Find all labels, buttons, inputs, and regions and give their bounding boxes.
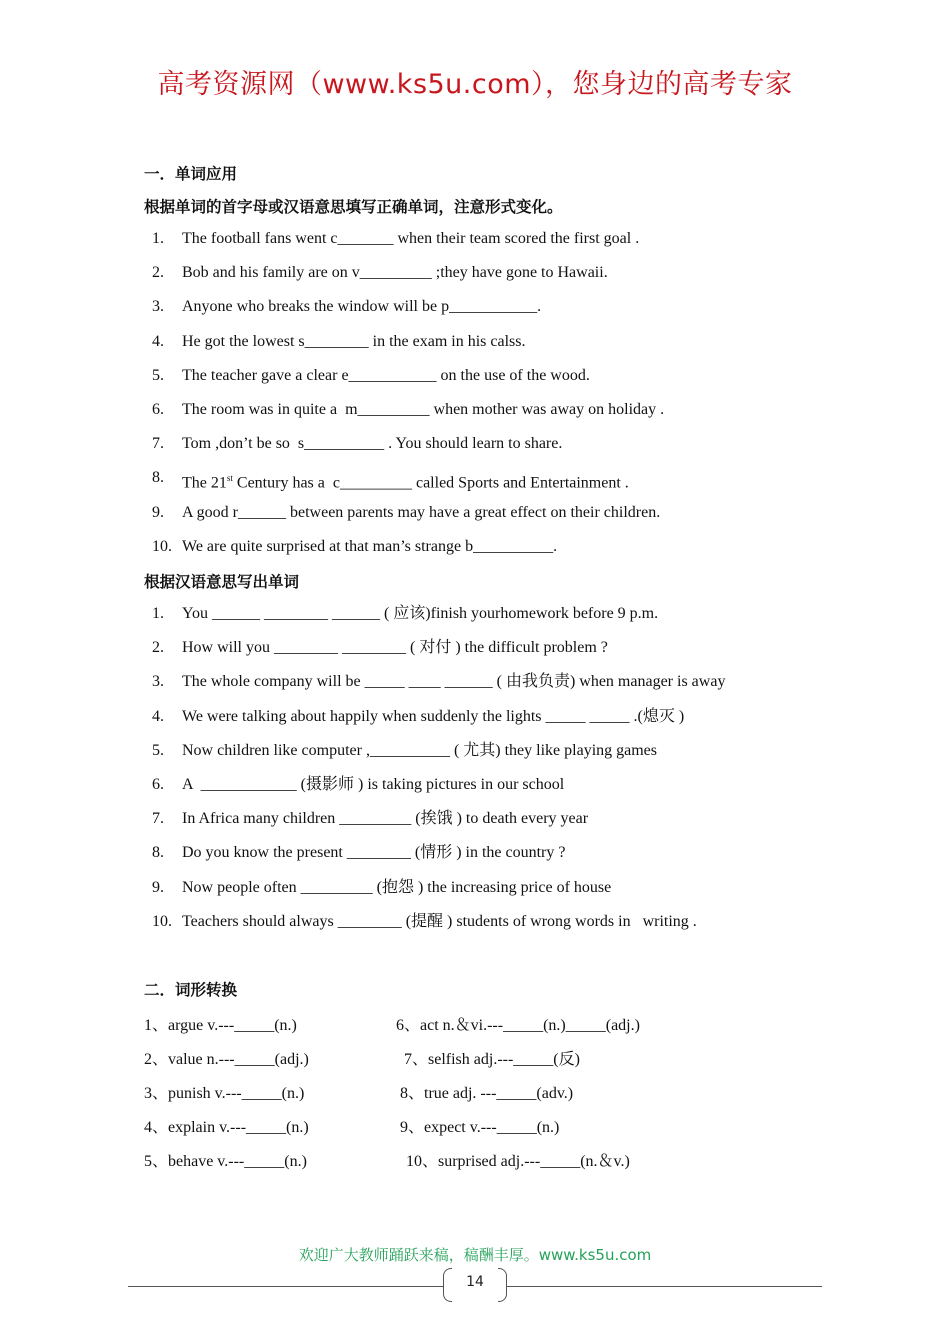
question-number: 5.: [152, 741, 164, 759]
question-row: [144, 878, 725, 912]
word-form-item: 5、behave v.---_____(n.): [144, 1153, 307, 1170]
question-row: [144, 809, 725, 843]
word-form-item: 9、expect v.---_____(n.): [400, 1119, 560, 1136]
part-b-instruction: 根据汉语意思写出单词: [144, 573, 300, 591]
question-text: [182, 468, 629, 493]
question-number: 6.: [152, 775, 164, 793]
question-number: 1.: [152, 605, 164, 622]
footer-note: 欢迎广大教师踊跃来稿，稿酬丰厚。www.ks5u.com: [298, 1246, 652, 1264]
page-number: 14: [466, 1274, 484, 1290]
question-row: [144, 604, 725, 638]
section-1-title: 一．单词应用: [144, 165, 238, 183]
question-text: A ____________ (摄影师 ) is taking pictures in our school: [182, 775, 565, 793]
question-number: 3.: [152, 298, 164, 316]
question-text: Anyone who breaks the window will be p___________.: [182, 298, 542, 316]
question-row: [144, 503, 664, 537]
word-form-item: 3、punish v.---_____(n.): [144, 1085, 305, 1102]
question-text: Do you know the present ________ (情形 ) in the country ?: [182, 844, 566, 862]
question-row: [144, 366, 664, 400]
ordinal-suffix: st: [226, 473, 233, 484]
part-a-instruction: 根据单词的首字母或汉语意思填写正确单词，注意形式变化。: [144, 198, 563, 216]
question-number: 2.: [152, 639, 164, 657]
question-number: 7.: [152, 435, 164, 453]
question-number: 4.: [152, 332, 164, 350]
question-row: [144, 434, 664, 468]
header-banner: 高考资源网（www.ks5u.com），您身边的高考专家: [157, 69, 793, 100]
question-row: [144, 332, 664, 366]
part-a-list: [144, 229, 664, 571]
question-text: You ______ ________ ______ ( 应该)finish yourhomework before 9 p.m.: [182, 605, 659, 622]
question-text: We are quite surprised at that man’s strange b__________.: [182, 537, 558, 555]
word-form-item: 1、argue v.---_____(n.): [144, 1017, 297, 1034]
question-number: 10.: [152, 912, 172, 930]
footer-divider-right: [506, 1286, 822, 1287]
question-text: Bob and his family are on v_________ ;they have gone to Hawaii.: [182, 264, 608, 282]
question-row: [144, 912, 725, 946]
question-number: 9.: [152, 878, 164, 896]
question-row: [144, 741, 725, 775]
word-form-item: 4、explain v.---_____(n.): [144, 1119, 309, 1136]
question-number: 2.: [152, 264, 164, 282]
footer-divider-left: [128, 1286, 444, 1287]
question-row: [144, 843, 725, 877]
question-text: The whole company will be _____ ____ ______ ( 由我负责) when manager is away: [182, 673, 726, 691]
question-number: 10.: [152, 537, 172, 555]
question-number: 1.: [152, 230, 164, 247]
question-row: [144, 400, 664, 434]
question-text: We were talking about happily when suddenly the lights _____ _____ .(熄灭 ): [182, 707, 685, 725]
word-form-item: 2、value n.---_____(adj.): [144, 1051, 309, 1068]
question-row: [144, 229, 664, 263]
question-text: How will you ________ ________ ( 对付 ) the difficult problem ?: [182, 639, 608, 657]
word-form-item: 7、selfish adj.---_____(反): [404, 1051, 580, 1068]
question-row: [144, 707, 725, 741]
question-row: [144, 537, 664, 571]
question-text: Now people often _________ (抱怨 ) the increasing price of house: [182, 878, 612, 896]
question-text-post: Century has a c_________ called Sports and Entertainment .: [232, 474, 629, 492]
question-text: Now children like computer ,__________ ( 尤其) they like playing games: [182, 741, 658, 759]
question-number: 6.: [152, 400, 164, 418]
question-number: 9.: [152, 503, 164, 521]
word-form-item: 6、act n.＆vi.---_____(n.)_____(adj.): [396, 1017, 640, 1034]
section-2-title: 二．词形转换: [144, 981, 238, 999]
page-number-box: [443, 1268, 507, 1302]
question-text-pre: The 21: [182, 474, 227, 492]
question-number: 5.: [152, 366, 164, 384]
question-text: A good r______ between parents may have a great effect on their children.: [182, 503, 661, 521]
question-row: [144, 638, 725, 672]
question-text: The football fans went c_______ when their team scored the first goal .: [182, 230, 640, 247]
question-number: 8.: [152, 469, 164, 487]
question-text: Teachers should always ________ (提醒 ) students of wrong words in writing .: [182, 912, 697, 930]
question-row: [144, 263, 664, 297]
question-row: [144, 468, 664, 502]
question-text: In Africa many children _________ (挨饿 ) to death every year: [182, 810, 589, 828]
question-number: 3.: [152, 673, 164, 691]
question-number: 4.: [152, 707, 164, 725]
part-b-list: [144, 604, 725, 946]
question-text: The teacher gave a clear e___________ on the use of the wood.: [182, 366, 590, 384]
question-number: 7.: [152, 810, 164, 828]
question-row: [144, 775, 725, 809]
word-form-item: 10、surprised adj.---_____(n.＆v.): [406, 1153, 630, 1170]
word-form-item: 8、true adj. ---_____(adv.): [400, 1085, 574, 1102]
question-number: 8.: [152, 844, 164, 862]
question-row: [144, 297, 664, 331]
question-row: [144, 672, 725, 706]
question-text: The room was in quite a m_________ when mother was away on holiday .: [182, 400, 665, 418]
question-text: He got the lowest s________ in the exam in his calss.: [182, 332, 526, 350]
question-text: Tom ,don’t be so s__________ . You should learn to share.: [182, 435, 563, 453]
